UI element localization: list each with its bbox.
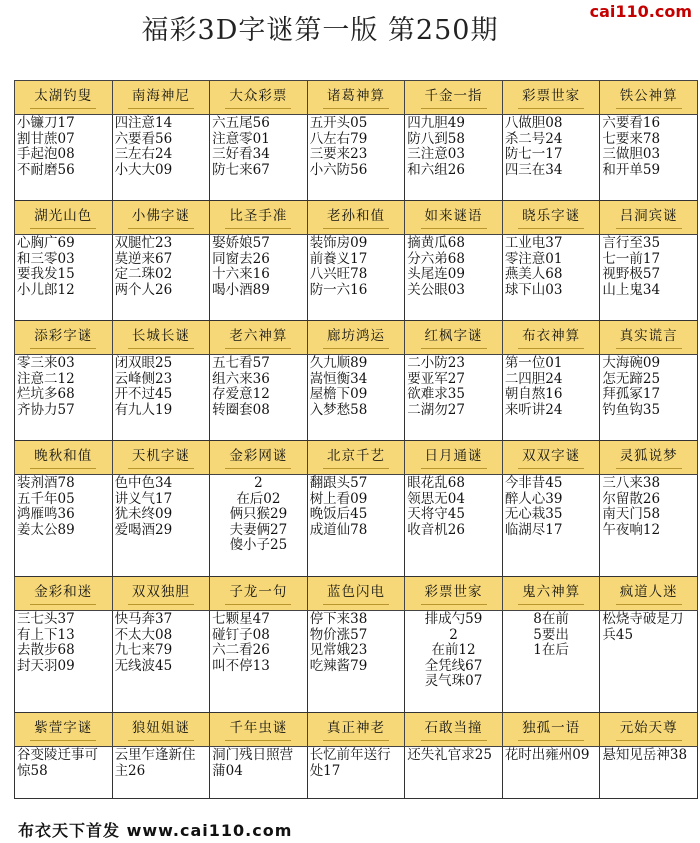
header-row <box>15 321 698 355</box>
riddle-line: 不耐磨56 <box>17 161 75 178</box>
riddle-line: 二湖勿27 <box>407 401 465 418</box>
header-row <box>15 713 698 747</box>
riddle-cell <box>112 747 210 799</box>
riddle-line: 九七来79 <box>114 642 173 658</box>
riddle-line: 云里乍逢新住主26 <box>114 747 196 779</box>
riddle-cell <box>405 475 503 577</box>
riddle-source-title: 子龙一句 <box>225 582 291 605</box>
riddle-line: 十六来16 <box>212 266 270 282</box>
riddle-source-title: 太湖钓叟 <box>30 86 96 109</box>
riddle-line: 5要出 <box>533 626 569 643</box>
riddle-line: 色中色34 <box>114 475 173 491</box>
riddle-line: 朝自熬16 <box>504 386 563 402</box>
riddle-cell <box>600 115 698 201</box>
column-header-cell <box>15 577 113 611</box>
content-row <box>15 475 698 577</box>
riddle-line: 讲义气17 <box>114 490 173 507</box>
column-header-cell <box>600 713 698 747</box>
riddle-line: 三八来38 <box>602 475 661 491</box>
riddle-cell <box>112 115 210 201</box>
content-row <box>15 115 698 201</box>
riddle-line: 吃辣酱79 <box>309 657 368 674</box>
riddle-line: 三好看34 <box>212 146 270 162</box>
riddle-line: 山上鬼34 <box>602 281 661 298</box>
column-header-cell <box>210 577 308 611</box>
riddle-line: 姜太公89 <box>17 521 75 538</box>
riddle-line: 头尾连09 <box>407 266 465 282</box>
riddle-line: 存爱意12 <box>212 386 270 402</box>
riddle-line: 三七头37 <box>17 611 75 627</box>
column-header-cell <box>210 201 308 235</box>
header-row <box>15 441 698 475</box>
column-header-cell <box>600 577 698 611</box>
riddle-line: 双腿忙23 <box>114 235 173 251</box>
content-row <box>15 747 698 799</box>
riddle-cell <box>502 115 600 201</box>
riddle-cell <box>112 355 210 441</box>
riddle-line: 谷变陵迁事可惊58 <box>17 747 98 779</box>
column-header-cell <box>600 201 698 235</box>
column-header-cell <box>112 321 210 355</box>
riddle-cell <box>502 355 600 441</box>
riddle-cell <box>502 235 600 321</box>
riddle-source-title: 老孙和值 <box>323 206 389 229</box>
column-header-cell <box>112 713 210 747</box>
riddle-line: 关公眼03 <box>407 281 465 298</box>
riddle-line: 眼花乱68 <box>407 475 465 491</box>
riddle-line: 组六来36 <box>212 370 270 387</box>
riddle-cell <box>600 355 698 441</box>
riddle-cell <box>307 475 405 577</box>
content-row <box>15 355 698 441</box>
riddle-line: 齐协力57 <box>17 401 75 418</box>
riddle-line: 树上看09 <box>309 490 368 507</box>
riddle-source-title: 真正神老 <box>323 718 389 741</box>
riddle-line: 有九人19 <box>114 401 173 418</box>
riddle-line: 小六防56 <box>309 161 368 178</box>
riddle-source-title: 吕洞宾谜 <box>616 206 682 229</box>
riddle-line: 五开头05 <box>309 115 368 131</box>
riddle-line: 醉人心39 <box>504 490 563 507</box>
header-row <box>15 201 698 235</box>
site-watermark-top[interactable]: cai110.com <box>589 2 692 21</box>
riddle-line: 无线波45 <box>114 657 173 674</box>
riddle-line: 拜孤冢17 <box>602 386 661 402</box>
riddle-cell <box>210 747 308 799</box>
riddle-cell <box>15 115 113 201</box>
riddle-line: 四注意14 <box>114 115 173 131</box>
riddle-line: 大海碗09 <box>602 355 661 371</box>
column-header-cell <box>502 81 600 115</box>
riddle-line: 晚饭后45 <box>309 506 368 522</box>
riddle-cell <box>600 475 698 577</box>
riddle-line: 不太大08 <box>114 626 173 643</box>
riddle-source-title: 日月通谜 <box>421 446 487 469</box>
riddle-line: 烂坑多68 <box>17 386 75 402</box>
riddle-source-title: 诸葛神算 <box>323 86 389 109</box>
column-header-cell <box>600 321 698 355</box>
riddle-source-title: 廊坊鸿运 <box>323 326 389 349</box>
riddle-line: 手起泡08 <box>17 146 75 162</box>
column-header-cell <box>210 81 308 115</box>
column-header-cell <box>405 577 503 611</box>
riddle-line: 2 <box>449 626 458 643</box>
riddle-source-title: 大众彩票 <box>225 86 291 109</box>
riddle-source-title: 北京千艺 <box>323 446 389 469</box>
riddle-line: 南天门58 <box>602 506 661 522</box>
riddle-line: 碰钉子08 <box>212 626 270 643</box>
riddle-source-title: 石敢当撞 <box>421 718 487 741</box>
riddle-source-title: 湖光山色 <box>30 206 96 229</box>
riddle-line: 防一六16 <box>309 281 368 298</box>
riddle-line: 燕美人68 <box>504 266 563 282</box>
riddle-line: 停下来38 <box>309 611 368 627</box>
riddle-line: 入梦愁58 <box>309 401 368 418</box>
column-header-cell <box>307 321 405 355</box>
riddle-source-title: 布衣神算 <box>518 326 584 349</box>
riddle-line: 七一前17 <box>602 250 661 267</box>
riddle-cell <box>210 115 308 201</box>
riddle-source-title: 老六神算 <box>225 326 291 349</box>
riddle-line: 长忆前年送行处17 <box>309 747 391 779</box>
column-header-cell <box>502 321 600 355</box>
column-header-cell <box>600 81 698 115</box>
riddle-source-title: 红枫字谜 <box>421 326 487 349</box>
riddle-cell <box>307 747 405 799</box>
riddle-line: 爱喝酒29 <box>114 521 173 538</box>
riddle-cell <box>210 235 308 321</box>
riddle-source-title: 疯道人迷 <box>616 582 682 605</box>
riddle-line: 五七看57 <box>212 355 270 371</box>
riddle-cell <box>307 355 405 441</box>
riddle-source-title: 元始天尊 <box>616 718 682 741</box>
column-header-cell <box>405 441 503 475</box>
column-header-cell <box>307 81 405 115</box>
riddle-cell <box>210 611 308 713</box>
riddle-line: 俩只猴29 <box>229 506 288 522</box>
riddle-line: 视野极57 <box>602 266 661 282</box>
riddle-line: 无心栽35 <box>504 506 563 522</box>
riddle-line: 去散步68 <box>17 642 75 658</box>
riddle-line: 注意零01 <box>212 130 270 147</box>
riddle-line: 闭双眼25 <box>114 355 173 371</box>
riddle-line: 松烧寺破是刀兵45 <box>602 611 684 643</box>
riddle-line: 同窗去26 <box>212 250 270 267</box>
riddle-line: 云峰侧23 <box>114 370 173 387</box>
riddle-line: 装剂酒78 <box>17 475 75 491</box>
riddle-cell <box>405 115 503 201</box>
riddle-line: 屋檐下09 <box>309 386 368 402</box>
riddle-cell <box>15 475 113 577</box>
riddle-source-title: 铁公神算 <box>616 86 682 109</box>
riddle-line: 午夜响12 <box>602 521 661 538</box>
riddle-line: 割甘蔗07 <box>17 130 75 147</box>
riddle-line: 七要来78 <box>602 130 661 147</box>
riddle-line: 娶娇娘57 <box>212 235 270 251</box>
content-row <box>15 611 698 713</box>
header-row <box>15 81 698 115</box>
riddle-line: 三要来23 <box>309 146 368 162</box>
riddle-line: 五千年05 <box>17 490 75 507</box>
riddle-line: 两个人26 <box>114 281 173 298</box>
column-header-cell <box>600 441 698 475</box>
riddle-line: 摘黄瓜68 <box>407 235 465 251</box>
riddle-line: 鸿雁鸣36 <box>17 506 75 522</box>
riddle-line: 和开单59 <box>602 161 661 178</box>
riddle-line: 今非昔45 <box>504 475 563 491</box>
riddle-source-title: 小佛字谜 <box>128 206 194 229</box>
riddle-source-title: 独孤一语 <box>518 718 584 741</box>
riddle-line: 要我发15 <box>17 266 75 282</box>
riddle-line: 转圈套08 <box>212 401 270 418</box>
riddle-line: 心胸广69 <box>17 235 75 251</box>
column-header-cell <box>307 441 405 475</box>
riddle-line: 小大大09 <box>114 161 173 178</box>
riddle-line: 尔留散26 <box>602 490 661 507</box>
riddle-line: 八左右79 <box>309 130 368 147</box>
page-title: 福彩3D字谜第一版 第250期 <box>141 15 499 46</box>
riddle-line: 六要看16 <box>602 115 661 131</box>
riddle-cell <box>405 235 503 321</box>
riddle-cell <box>502 611 600 713</box>
riddle-line: 叫不停13 <box>212 657 270 674</box>
riddle-source-title: 比圣手准 <box>225 206 291 229</box>
riddle-source-title: 双双独胆 <box>128 582 194 605</box>
riddle-cell <box>600 747 698 799</box>
column-header-cell <box>502 201 600 235</box>
column-header-cell <box>112 201 210 235</box>
column-header-cell <box>307 713 405 747</box>
column-header-cell <box>405 81 503 115</box>
riddle-line: 小儿郎12 <box>17 281 75 298</box>
riddle-line: 三做胆03 <box>602 146 661 162</box>
riddle-line: 洞门残日照营蒲04 <box>212 747 294 779</box>
riddle-line: 灵气珠07 <box>424 673 483 689</box>
riddle-cell <box>405 747 503 799</box>
riddle-line: 翻跟头57 <box>309 475 368 491</box>
riddle-line: 天将守45 <box>407 506 465 522</box>
riddle-line: 收音机26 <box>407 521 465 538</box>
riddle-line: 开不过45 <box>114 386 173 402</box>
riddle-line: 嵩恒衡34 <box>309 370 368 387</box>
riddle-line: 全凭线67 <box>424 657 483 674</box>
riddle-line: 六二看26 <box>212 642 270 658</box>
riddle-line: 和三零03 <box>17 250 75 267</box>
riddle-cell <box>210 475 308 577</box>
riddle-line: 前養义17 <box>309 250 368 267</box>
column-header-cell <box>15 201 113 235</box>
riddle-line: 封天羽09 <box>17 657 75 674</box>
riddle-line: 临湖尽17 <box>504 521 563 538</box>
riddle-source-title: 彩票世家 <box>421 582 487 605</box>
riddle-line: 言行至35 <box>602 235 661 251</box>
riddle-cell <box>112 611 210 713</box>
header-row <box>15 577 698 611</box>
riddle-line: 有上下13 <box>17 626 75 643</box>
column-header-cell <box>405 201 503 235</box>
riddle-cell <box>405 611 503 713</box>
riddle-line: 见常娥23 <box>309 642 368 658</box>
riddle-line: 钓鱼钩35 <box>602 401 661 418</box>
column-header-cell <box>502 577 600 611</box>
riddle-cell <box>307 235 405 321</box>
column-header-cell <box>405 713 503 747</box>
riddle-line: 排成勺59 <box>424 611 483 627</box>
riddle-line: 防七一17 <box>504 146 563 162</box>
riddle-line: 防八到58 <box>407 130 465 147</box>
riddle-line: 六要看56 <box>114 130 173 147</box>
riddle-line: 球下山03 <box>504 281 563 298</box>
column-header-cell <box>502 713 600 747</box>
riddle-source-title: 真实谎言 <box>616 326 682 349</box>
column-header-cell <box>210 321 308 355</box>
riddle-source-title: 彩票世家 <box>518 86 584 109</box>
riddle-line: 莫逆来67 <box>114 250 173 267</box>
column-header-cell <box>405 321 503 355</box>
riddle-line: 杀二号24 <box>504 130 563 147</box>
column-header-cell <box>112 441 210 475</box>
riddle-source-title: 南海神尼 <box>128 86 194 109</box>
riddle-line: 八兴旺78 <box>309 266 368 282</box>
riddle-line: 零三来03 <box>17 355 75 371</box>
riddle-line: 还失礼官求25 <box>407 747 492 763</box>
riddle-cell <box>307 115 405 201</box>
footer-banner: 布衣天下首发 www.cai110.com <box>18 821 293 840</box>
riddle-source-title: 灵狐说梦 <box>616 446 682 469</box>
column-header-cell <box>15 81 113 115</box>
riddle-line: 装饰房09 <box>309 235 368 251</box>
riddle-line: 分六弟68 <box>407 250 465 267</box>
riddle-line: 悬知见岳神38 <box>602 747 688 763</box>
riddle-cell <box>307 611 405 713</box>
riddle-source-title: 如来谜语 <box>421 206 487 229</box>
riddle-source-title: 晓乐字谜 <box>518 206 584 229</box>
riddle-line: 夫妻俩27 <box>229 521 288 538</box>
riddle-source-title: 长城长谜 <box>128 326 194 349</box>
riddle-line: 零注意01 <box>504 250 563 267</box>
column-header-cell <box>15 321 113 355</box>
riddle-line: 在前12 <box>431 642 476 658</box>
riddle-line: 傻小子25 <box>229 537 288 553</box>
riddle-cell <box>15 611 113 713</box>
riddle-line: 防七来67 <box>212 161 270 178</box>
riddle-source-title: 晚秋和值 <box>30 446 96 469</box>
riddle-source-title: 千金一指 <box>421 86 487 109</box>
riddle-line: 和六组26 <box>407 161 465 178</box>
riddle-line: 欲难求35 <box>407 386 465 402</box>
riddle-cell <box>210 355 308 441</box>
riddle-line: 怎无蹄25 <box>602 370 661 387</box>
riddle-cell <box>502 475 600 577</box>
riddle-line: 定二珠02 <box>114 266 173 282</box>
riddle-source-title: 紫萱字谜 <box>30 718 96 741</box>
column-header-cell <box>112 577 210 611</box>
riddle-line: 小镰刀17 <box>17 115 75 131</box>
riddle-source-title: 鬼六神算 <box>518 582 584 605</box>
column-header-cell <box>307 577 405 611</box>
riddle-line: 四三在34 <box>504 161 563 178</box>
riddle-line: 2 <box>254 475 263 491</box>
riddle-line: 第一位01 <box>504 355 563 371</box>
riddle-cell <box>502 747 600 799</box>
column-header-cell <box>502 441 600 475</box>
riddle-line: 二小防23 <box>407 355 465 371</box>
riddle-source-title: 蓝色闪电 <box>323 582 389 605</box>
riddle-line: 领思无04 <box>407 490 465 507</box>
riddle-grid <box>14 80 698 799</box>
riddle-line: 三左右24 <box>114 146 173 162</box>
riddle-source-title: 狼妞姐谜 <box>128 718 194 741</box>
riddle-source-title: 天机字谜 <box>128 446 194 469</box>
riddle-line: 花时出雍州09 <box>504 747 590 763</box>
riddle-source-title: 千年虫谜 <box>225 718 291 741</box>
riddle-line: 物价涨57 <box>309 626 368 643</box>
riddle-line: 来听讲24 <box>504 401 563 418</box>
riddle-line: 注意二12 <box>17 370 75 387</box>
content-row <box>15 235 698 321</box>
riddle-cell <box>15 355 113 441</box>
riddle-source-title: 双双字谜 <box>518 446 584 469</box>
riddle-line: 四九胆49 <box>407 115 465 131</box>
riddle-line: 犹未终09 <box>114 506 173 522</box>
riddle-line: 成道仙78 <box>309 521 368 538</box>
column-header-cell <box>210 713 308 747</box>
riddle-line: 六五尾56 <box>212 115 270 131</box>
riddle-line: 1在后 <box>533 642 569 658</box>
riddle-line: 喝小酒89 <box>212 281 270 298</box>
column-header-cell <box>15 441 113 475</box>
column-header-cell <box>15 713 113 747</box>
riddle-source-title: 金彩网谜 <box>225 446 291 469</box>
riddle-cell <box>405 355 503 441</box>
column-header-cell <box>112 81 210 115</box>
riddle-line: 要亚军27 <box>407 370 465 387</box>
riddle-line: 三注意03 <box>407 146 465 162</box>
riddle-cell <box>600 611 698 713</box>
riddle-source-title: 金彩和迷 <box>30 582 96 605</box>
riddle-line: 二四胆24 <box>504 370 563 387</box>
riddle-cell <box>600 235 698 321</box>
riddle-cell <box>15 235 113 321</box>
riddle-line: 快马奔37 <box>114 611 173 627</box>
riddle-line: 八做胆08 <box>504 115 563 131</box>
riddle-line: 工业电37 <box>504 235 563 251</box>
riddle-line: 久九顺89 <box>309 355 368 371</box>
riddle-line: 在后02 <box>236 490 281 507</box>
riddle-line: 七颗星47 <box>212 611 270 627</box>
riddle-source-title: 添彩字谜 <box>30 326 96 349</box>
riddle-line: 8在前 <box>533 611 569 627</box>
riddle-cell <box>15 747 113 799</box>
column-header-cell <box>210 441 308 475</box>
riddle-cell <box>112 475 210 577</box>
riddle-cell <box>112 235 210 321</box>
column-header-cell <box>307 201 405 235</box>
